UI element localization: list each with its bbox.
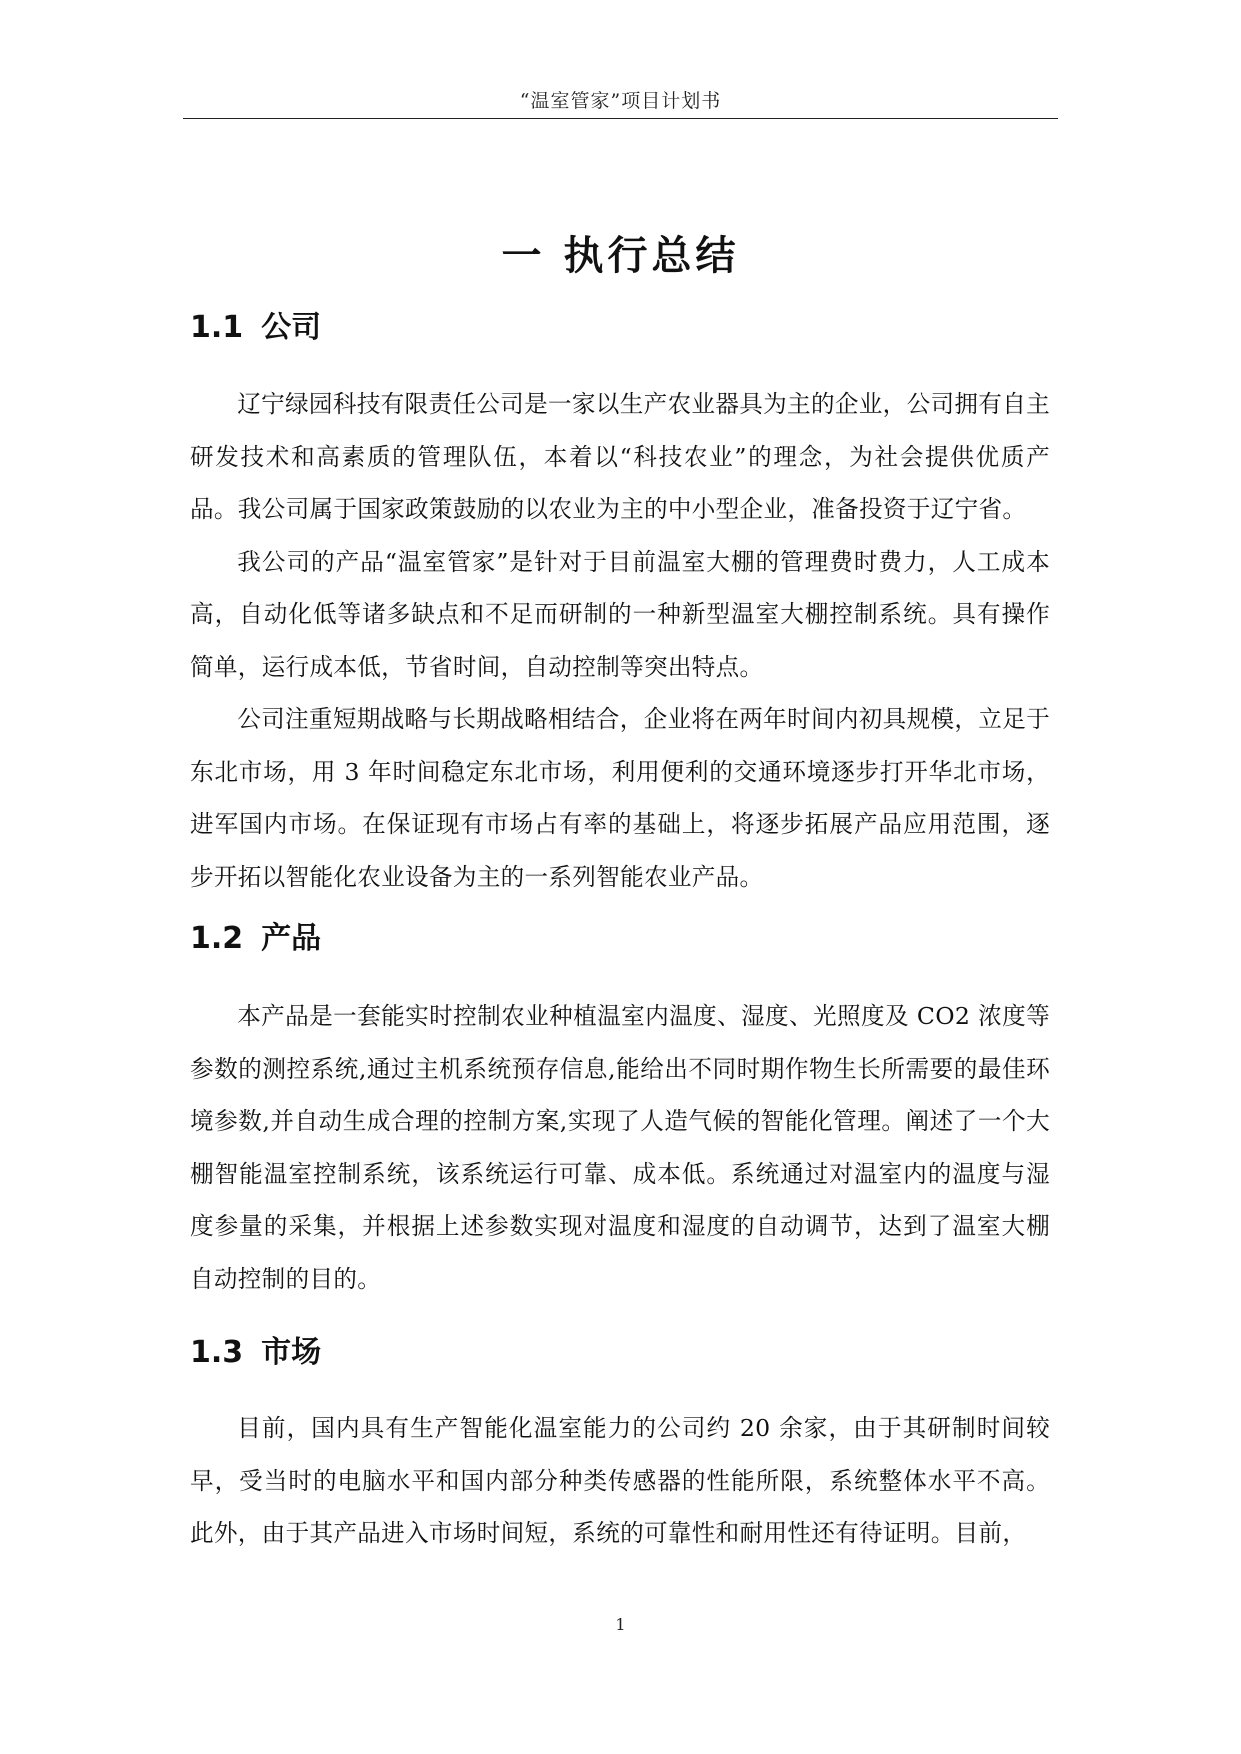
document-title: 一 执行总结 [501,233,740,279]
header-title: “温室管家”项目计划书 [519,90,722,112]
page-header [183,84,1058,119]
paragraph: 目前，国内具有生产智能化温室能力的公司约 20 余家，由于其研制时间较早，受当时的电脑水平和国内部分种类传感器的性能所限，系统整体水平不高。此外，由于其产品进入市场时间短，系统的可靠性和耐用性还有待证明。目前， [190,1414,1050,1547]
paragraph: 本产品是一套能实时控制农业种植温室内温度、湿度、光照度及 CO2 浓度等参数的测控系统,通过主机系统预存信息,能给出不同时期作物生长所需要的最佳环境参数,并自动生成合理的控制方案,实现了人造气候的智能化管理。阐述了一个大棚智能温室控制系统，该系统运行可靠、成本低。系统通过对温室内的温度与湿度参量的采集，并根据上述参数实现对温度和湿度的自动调节，达到了温室大棚自动控制的目的。 [190,1002,1050,1293]
paragraph: 公司注重短期战略与长期战略相结合，企业将在两年时间内初具规模，立足于东北市场，用 3 年时间稳定东北市场，利用便利的交通环境逐步打开华北市场，进军国内市场。在保证现有市场占有率的基础上，将逐步拓展产品应用范围，逐步开拓以智能化农业设备为主的一系列智能农业产品。 [190,705,1050,891]
section-title: 产品 [261,921,322,956]
section-heading-company [190,306,321,350]
paragraph: 我公司的产品“温室管家”是针对于目前温室大棚的管理费时费力，人工成本高，自动化低等诸多缺点和不足而研制的一种新型温室大棚控制系统。具有操作简单，运行成本低，节省时间，自动控制等突出特点。 [190,547,1050,681]
section-body-company [190,378,1050,903]
section-title: 市场 [261,1335,322,1370]
paragraph: 辽宁绿园科技有限责任公司是一家以生产农业器具为主的企业，公司拥有自主研发技术和高素质的管理队伍，本着以“科技农业”的理念，为社会提供优质产品。我公司属于国家政策鼓励的以农业为主的中小型企业，准备投资于辽宁省。 [190,390,1050,523]
page-number: 1 [615,1615,626,1634]
section-number: 1.3 [190,1335,244,1370]
section-title: 公司 [261,310,322,345]
section-number: 1.2 [190,921,244,956]
section-body-market [190,1402,1050,1560]
section-body-product [190,990,1050,1305]
section-number: 1.1 [190,310,244,345]
section-heading-market [190,1331,321,1375]
section-heading-product [190,917,321,961]
